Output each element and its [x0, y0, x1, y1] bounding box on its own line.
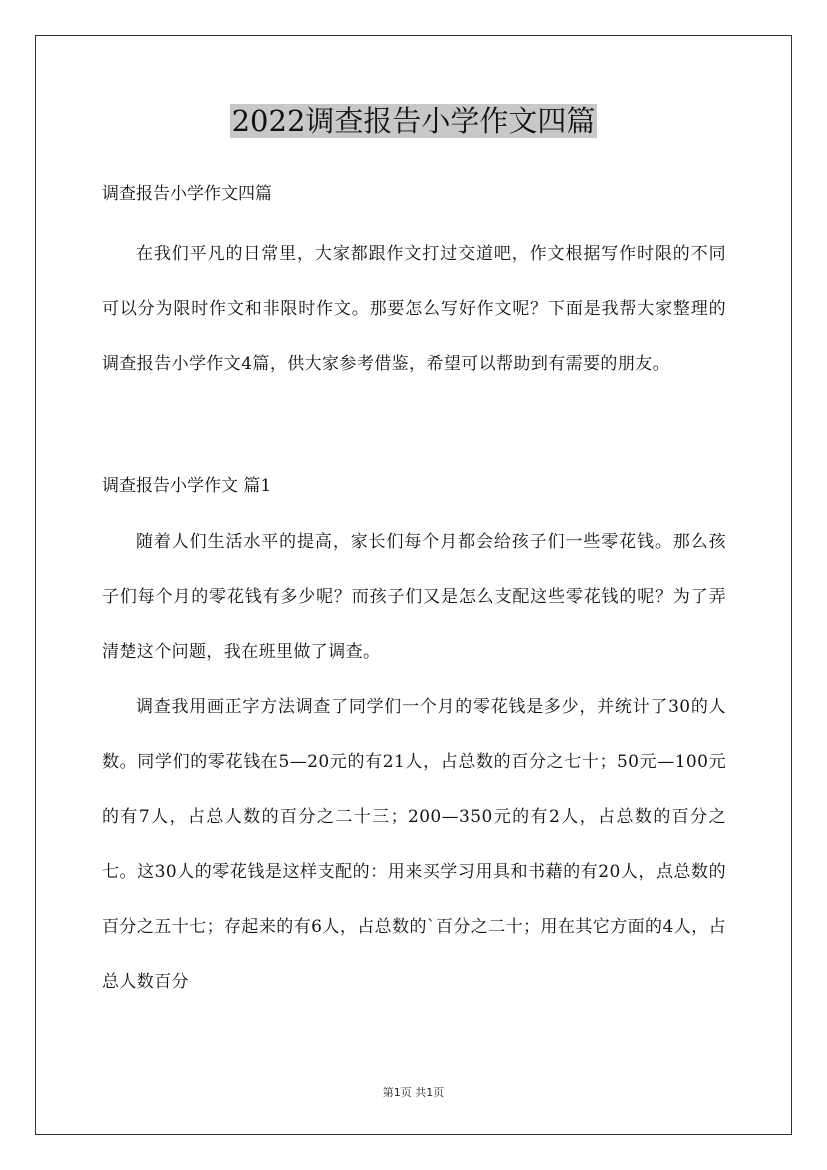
part1-paragraph-1: 随着人们生活水平的提高，家长们每个月都会给孩子们一些零花钱。那么孩子们每个月的零花钱有多少呢？而孩子们又是怎么支配这些零花钱的呢？为了弄清楚这个问题，我在班里做了调查。 — [102, 532, 726, 662]
part1-paragraph-2: 调查我用画正字方法调查了同学们一个月的零花钱是多少，并统计了30的人数。同学们的零花钱在5—20元的有21人，占总数的百分之七十；50元—100元的有7人，占总人数的百分之二十三；200—350元的有2人，占总数的百分之七。这30人的零花钱是这样支配的：用来买学习用具和书藉的有20人，点总数的百分之五十七；存起来的有6人，占总数的`百分之二十；用在其它方面的4人，占总人数百分 — [102, 697, 726, 992]
document-body — [102, 176, 726, 1010]
section-heading-part1: 调查报告小学作文 篇1 — [102, 476, 272, 496]
document-title: 2022调查报告小学作文四篇 — [231, 104, 596, 138]
section-gap — [102, 392, 726, 468]
section-heading-intro: 调查报告小学作文四篇 — [102, 184, 272, 204]
page-number-footer: 第1页 共1页 — [382, 1086, 445, 1099]
intro-paragraph: 在我们平凡的日常里，大家都跟作文打过交道吧，作文根据写作时限的不同可以分为限时作文和非限时作文。那要怎么写好作文呢？下面是我帮大家整理的调查报告小学作文4篇，供大家参考借鉴，希望可以帮助到有需要的朋友。 — [102, 244, 726, 374]
